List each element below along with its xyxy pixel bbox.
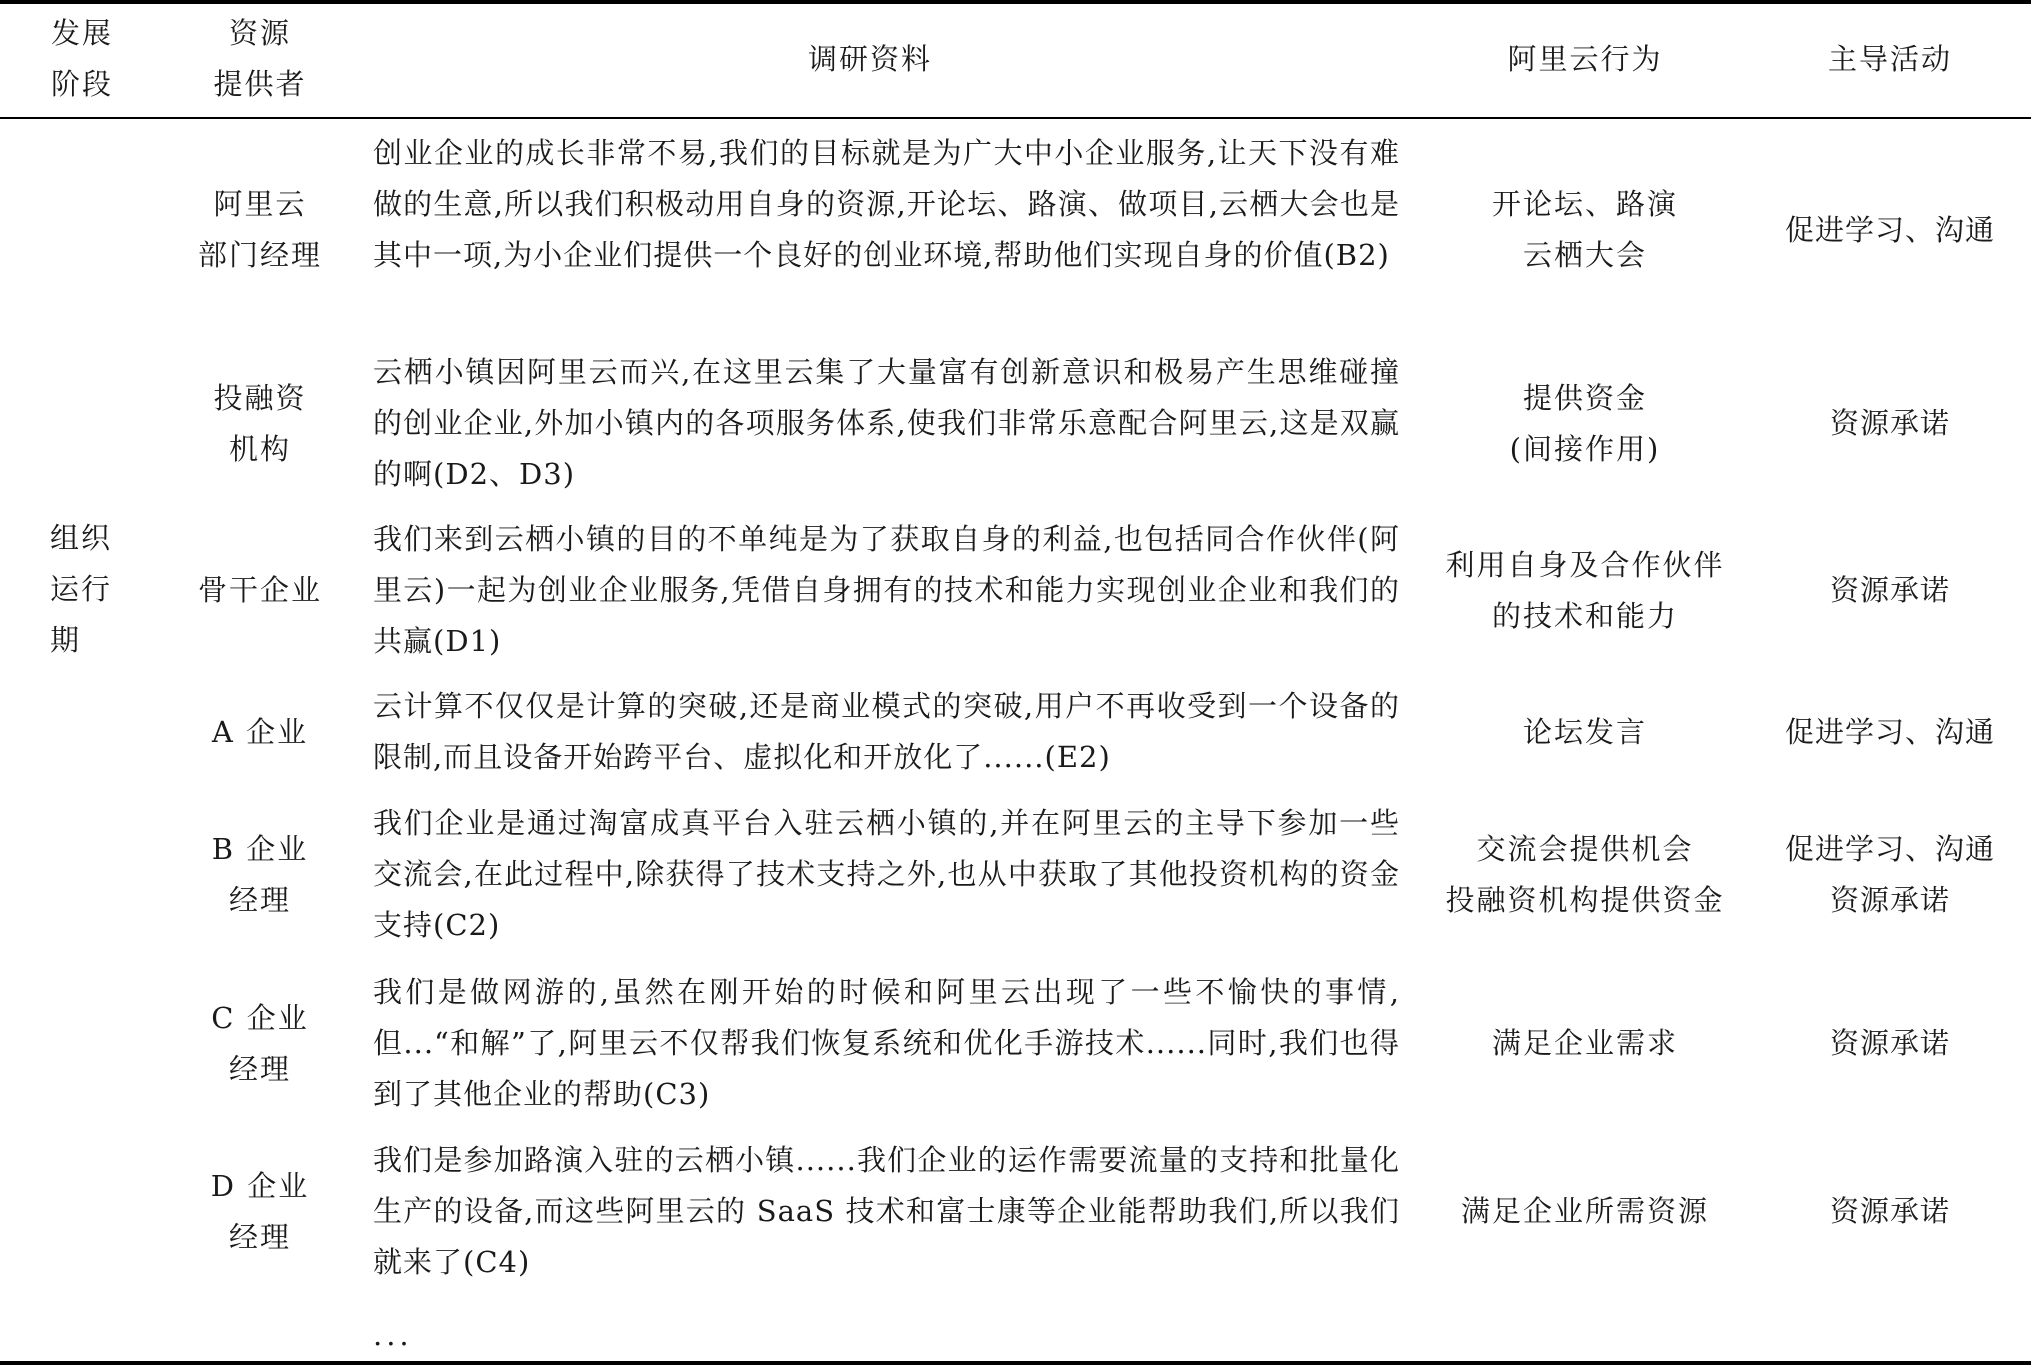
row-activity: 资源承诺 [1829,1194,1950,1228]
row-provider: 阿里云 部门经理 [197,187,322,272]
row-provider: 骨干企业 [197,573,322,607]
header-stage: 发展 阶段 [50,16,113,101]
table-row [0,681,2031,783]
row-research-data: 我们来到云栖小镇的目的不单纯是为了获取自身的利益,也包括同合作伙伴(阿里云)一起为创业企业服务,凭借自身拥有的技术和能力实现创业企业和我们的共赢(D1) [373,522,1400,658]
table-row [0,128,2031,332]
row-research-data: 我们企业是通过淘富成真平台入驻云栖小镇的,并在阿里云的主导下参加一些交流会,在此过程中,除获得了技术支持之外,也从中获取了其他投资机构的资金支持(C2) [373,806,1400,942]
row-activity: 促进学习、沟通 资源承诺 [1784,831,1995,917]
stage-label: 组织 运行 期 [50,521,113,657]
row-research-data: 云计算不仅仅是计算的突破,还是商业模式的突破,用户不再收受到一个设备的限制,而且设备开始跨平台、虚拟化和开放化了......(E2) [373,689,1400,774]
row-activity: 资源承诺 [1829,406,1950,440]
header-rule [0,117,2031,119]
row-behavior: 开论坛、路演 云栖大会 [1491,187,1678,272]
table-row [0,347,2031,500]
row-activity: 资源承诺 [1829,1026,1950,1060]
table-row [0,514,2031,667]
row-provider: A 企业 [211,714,309,749]
header-research-data: 调研资料 [807,42,932,76]
row-research-data: 云栖小镇因阿里云而兴,在这里云集了大量富有创新意识和极易产生思维碰撞的创业企业,外加小镇内的各项服务体系,使我们非常乐意配合阿里云,这是双赢的啊(D2、D3) [373,355,1400,491]
table-bottom-rule [0,1361,2031,1365]
table-row [0,798,2031,951]
header-provider: 资源 提供者 [213,16,307,101]
table-row [0,1135,2031,1288]
header-aliyun-behavior: 阿里云行为 [1507,42,1663,76]
row-activity: 促进学习、沟通 [1784,212,1995,247]
continuation-ellipsis: ... [373,1318,413,1352]
row-behavior: 利用自身及合作伙伴 的技术和能力 [1445,547,1725,633]
row-provider: C 企业 经理 [211,1000,309,1086]
row-provider: 投融资 机构 [213,380,307,466]
row-activity: 促进学习、沟通 [1784,714,1995,749]
row-provider: B 企业 经理 [211,831,309,917]
row-behavior: 满足企业需求 [1491,1026,1678,1060]
row-research-data: 我们是参加路演入驻的云栖小镇......我们企业的运作需要流量的支持和批量化生产的设备,而这些阿里云的 SaaS 技术和富士康等企业能帮助我们,所以我们就来了(C4) [373,1143,1400,1279]
row-provider: D 企业 经理 [210,1168,310,1254]
row-behavior: 论坛发言 [1522,714,1647,749]
row-behavior: 满足企业所需资源 [1460,1194,1709,1228]
row-activity: 资源承诺 [1829,573,1950,607]
row-research-data: 我们是做网游的,虽然在刚开始的时候和阿里云出现了一些不愉快的事情,但...“和解”了,阿里云不仅帮我们恢复系统和优化手游技术......同时,我们也得到了其他企业的帮助(C3) [373,975,1400,1111]
table-top-rule [0,0,2031,4]
row-research-data: 创业企业的成长非常不易,我们的目标就是为广大中小企业服务,让天下没有难做的生意,所以我们积极动用自身的资源,开论坛、路演、做项目,云栖大会也是其中一项,为小企业们提供一个良好的创业环境,帮助他们实现自身的价值(B2) [373,136,1400,272]
table-row [0,967,2031,1120]
row-behavior: 提供资金 (间接作用) [1509,380,1661,466]
row-behavior: 交流会提供机会 投融资机构提供资金 [1445,831,1725,917]
header-leading-activity: 主导活动 [1827,42,1952,76]
